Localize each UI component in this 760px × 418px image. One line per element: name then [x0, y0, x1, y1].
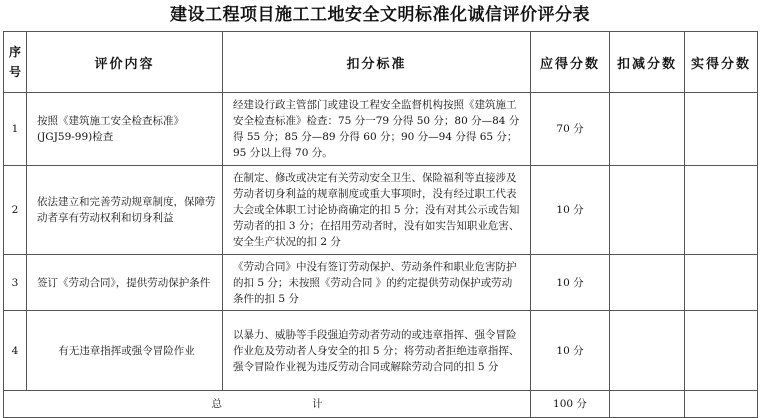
row-due-score: 70 分 — [531, 93, 610, 166]
table-row — [4, 255, 758, 311]
row-number: 4 — [4, 311, 27, 391]
row-number: 2 — [4, 166, 27, 255]
table-row — [4, 93, 758, 166]
score-table — [3, 31, 758, 418]
header-row — [4, 32, 758, 93]
header-actual-score: 实得分数 — [685, 32, 758, 93]
row-content: 依法建立和完善劳动规章制度，保障劳动者享有劳动权利和切身利益 — [27, 166, 223, 255]
row-content: 签订《劳动合同》，提供劳动保护条件 — [27, 255, 223, 311]
header-content: 评价内容 — [27, 32, 223, 93]
row-due-score: 10 分 — [531, 166, 610, 255]
table-row — [4, 166, 758, 255]
row-deduct-score[interactable] — [610, 255, 685, 311]
header-standard: 扣分标准 — [223, 32, 531, 93]
page-title: 建设工程项目施工工地安全文明标准化诚信评价评分表 — [170, 5, 590, 25]
row-actual-score[interactable] — [685, 93, 758, 166]
row-standard: 经建设行政主管部门或建设工程安全监督机构按照《建筑施工安全检查标准》检查：75 分一79 分得 50 分；80 分—84 分得 55 分；85 分—89 分得 60 分；90 分—94 分得 65 分；95 分以上得 70 分。 — [223, 93, 531, 166]
total-label-left: 总 — [211, 398, 222, 410]
row-actual-score[interactable] — [685, 166, 758, 255]
table-row — [4, 311, 758, 391]
header-deduct-score: 扣减分数 — [610, 32, 685, 93]
row-content: 有无违章指挥或强令冒险作业 — [27, 311, 223, 391]
total-row — [4, 391, 758, 418]
row-due-score: 10 分 — [531, 255, 610, 311]
row-number: 1 — [4, 93, 27, 166]
row-deduct-score[interactable] — [610, 311, 685, 391]
header-due-score: 应得分数 — [531, 32, 610, 93]
row-content: 按照《建筑施工安全检查标准》(JGJ59-99)检查 — [27, 93, 223, 166]
total-actual-score[interactable] — [685, 391, 758, 418]
total-label — [4, 391, 531, 418]
row-standard: 在制定、修改或决定有关劳动安全卫生、保险福利等直接涉及劳动者切身利益的规章制度或重大事项时，没有经过职工代表大会或全体职工讨论协商确定的扣 5 分；没有对其公示或告知劳动者的扣 3 分；在招用劳动者时，没有如实告知职业危害、安全生产状况的扣 2 分 — [223, 166, 531, 255]
row-actual-score[interactable] — [685, 311, 758, 391]
row-actual-score[interactable] — [685, 255, 758, 311]
header-no: 序号 — [4, 32, 27, 93]
total-due-score: 100 分 — [531, 391, 610, 418]
row-due-score: 10 分 — [531, 311, 610, 391]
row-standard: 以暴力、威胁等手段强迫劳动者劳动的或违章指挥、强令冒险作业危及劳动者人身安全的扣 5 分；将劳动者拒绝违章指挥、强令冒险作业视为违反劳动合同或解除劳动合同的扣 5 分 — [223, 311, 531, 391]
total-deduct-score[interactable] — [610, 391, 685, 418]
row-number: 3 — [4, 255, 27, 311]
row-standard: 《劳动合同》中没有签订劳动保护、劳动条件和职业危害防护的扣 5 分；未按照《劳动合同 》的约定提供劳动保护或劳动条件的扣 5 分 — [223, 255, 531, 311]
row-deduct-score[interactable] — [610, 166, 685, 255]
row-deduct-score[interactable] — [610, 93, 685, 166]
total-label-right: 计 — [312, 398, 323, 410]
